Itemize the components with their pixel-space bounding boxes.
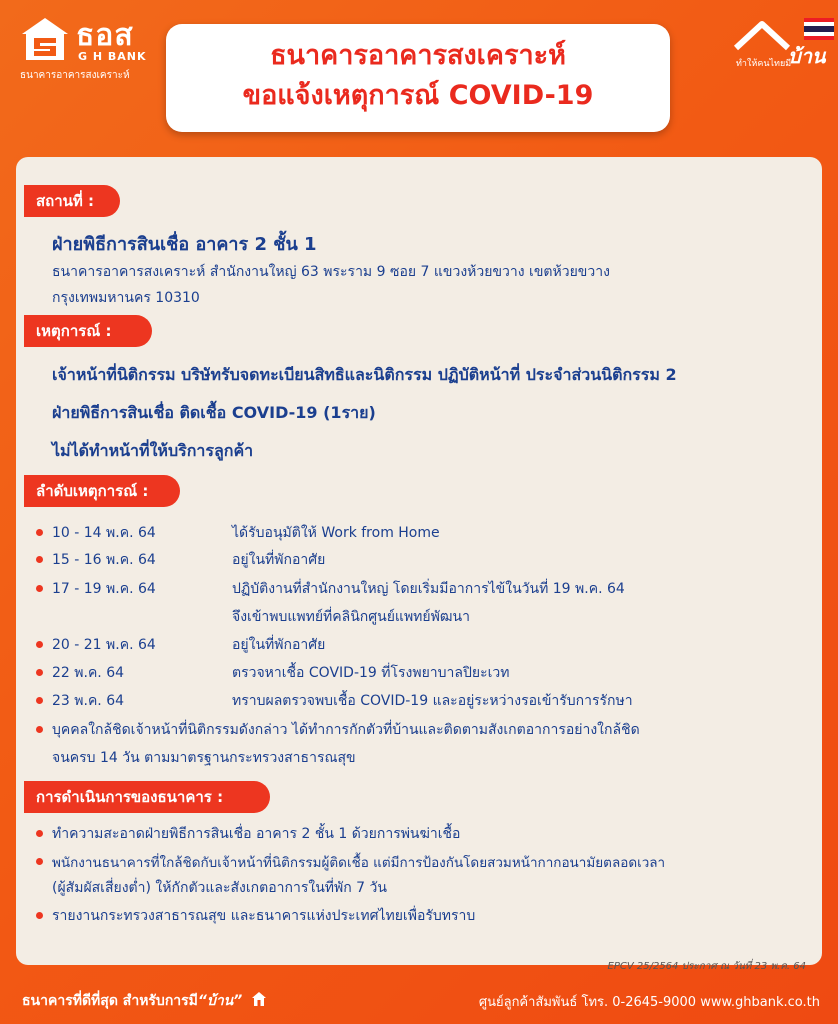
timeline-desc: อยู่ในที่พักอาศัย	[232, 552, 326, 568]
logo-name: ธอส	[76, 18, 134, 53]
bullet-icon	[36, 529, 43, 536]
bullet-icon	[36, 697, 43, 704]
timeline-date: 23 พ.ค. 64	[52, 693, 125, 709]
title-line-1: ธนาคารอาคารสงเคราะห์	[270, 40, 566, 71]
location-heading: ฝ่ายพิธีการสินเชื่อ อาคาร 2 ชั้น 1	[52, 234, 317, 255]
event-line-2: ฝ่ายพิธีการสินเชื่อ ติดเชื้อ COVID-19 (1ราย)	[52, 403, 376, 422]
timeline-date: 22 พ.ค. 64	[52, 665, 125, 681]
timeline-desc: อยู่ในที่พักอาศัย	[232, 637, 326, 653]
footer-slogan-prefix: ธนาคารที่ดีที่สุด สำหรับการมี	[22, 993, 198, 1009]
actions-tag: การดำเนินการของธนาคาร :	[24, 781, 270, 813]
timeline-date: 15 - 16 พ.ค. 64	[52, 552, 156, 568]
footer-contact[interactable]: ศูนย์ลูกค้าสัมพันธ์ โทร. 0-2645-9000 www.ghbank.co.th	[478, 995, 820, 1010]
announcement-title-box	[166, 24, 670, 132]
location-address-line-2: กรุงเทพมหานคร 10310	[52, 290, 200, 306]
timeline-note-line-1: บุคคลใกล้ชิดเจ้าหน้าที่นิติกรรมดังกล่าว ได้ทำการกักตัวที่บ้านและติดตามสังเกตอาการอย่างใกล้ชิด	[52, 722, 640, 738]
bullet-icon	[36, 641, 43, 648]
timeline-tag: ลำดับเหตุการณ์ :	[24, 475, 180, 507]
action-item-text: พนักงานธนาคารที่ใกล้ชิดกับเจ้าหน้าที่นิติกรรมผู้ติดเชื้อ แต่มีการป้องกันโดยสวมหน้ากากอนามัยตลอดเวลา	[52, 855, 666, 871]
timeline-desc: ปฏิบัติงานที่สำนักงานใหญ่ โดยเริ่มมีอาการไข้ในวันที่ 19 พ.ค. 64	[232, 581, 625, 597]
timeline-date: 20 - 21 พ.ค. 64	[52, 637, 156, 653]
action-item-text: รายงานกระทรวงสาธารณสุข และธนาคารแห่งประเทศไทยเพื่อรับทราบ	[52, 908, 476, 924]
bullet-icon	[36, 669, 43, 676]
ghbank-logo	[18, 14, 168, 84]
bullet-icon	[36, 585, 43, 592]
timeline-note-line-2: จนครบ 14 วัน ตามมาตรฐานกระทรวงสาธารณสุข	[52, 750, 356, 766]
ghbank-house-logo-icon	[20, 16, 70, 62]
timeline-desc: ได้รับอนุมัติให้ Work from Home	[232, 525, 440, 541]
timeline-date: 10 - 14 พ.ค. 64	[52, 525, 156, 541]
timeline-desc: ตรวจหาเชื้อ COVID-19 ที่โรงพยาบาลปิยะเวท	[232, 665, 510, 681]
campaign-word: บ้าน	[788, 44, 826, 68]
event-line-1: เจ้าหน้าที่นิติกรรม บริษัทรับจดทะเบียนสิทธิและนิติกรรม ปฏิบัติหน้าที่ ประจำส่วนนิติกรรม 2	[52, 365, 677, 384]
timeline-date: 17 - 19 พ.ค. 64	[52, 581, 156, 597]
bullet-icon	[36, 556, 43, 563]
announcement-notice: EPCV 25/2564 ประกาศ ณ วันที่ 23 พ.ค. 64	[607, 961, 806, 972]
bullet-icon	[36, 726, 43, 733]
footer-slogan	[22, 990, 267, 1012]
action-item-text-line-2: (ผู้สัมผัสเสี่ยงต่ำ) ให้กักตัวและสังเกตอาการในที่พัก 7 วัน	[52, 880, 387, 896]
logo-english-name: G H BANK	[78, 50, 147, 63]
footer-slogan-word: “บ้าน”	[197, 993, 243, 1009]
location-address-line-1: ธนาคารอาคารสงเคราะห์ สำนักงานใหญ่ 63 พระราม 9 ซอย 7 แขวงห้วยขวาง เขตห้วยขวาง	[52, 264, 610, 280]
timeline-desc-line-2: จึงเข้าพบแพทย์ที่คลินิกศูนย์แพทย์พัฒนา	[232, 609, 470, 625]
campaign-text: ทำให้คนไทยมี	[736, 59, 792, 69]
campaign-logo	[712, 4, 832, 74]
title-line-2: ขอแจ้งเหตุการณ์ COVID-19	[242, 80, 594, 111]
content-panel	[16, 157, 822, 972]
bullet-icon	[36, 830, 43, 837]
logo-subtitle: ธนาคารอาคารสงเคราะห์	[20, 70, 130, 81]
action-item-text: ทำความสะอาดฝ่ายพิธีการสินเชื่อ อาคาร 2 ชั้น 1 ด้วยการพ่นฆ่าเชื้อ	[52, 826, 461, 842]
home-icon	[251, 991, 267, 1007]
bullet-icon	[36, 912, 43, 919]
event-tag: เหตุการณ์ :	[24, 315, 152, 347]
roof-icon	[732, 18, 792, 54]
bullet-icon	[36, 858, 43, 865]
location-tag: สถานที่ :	[24, 185, 120, 217]
timeline-desc: ทราบผลตรวจพบเชื้อ COVID-19 และอยู่ระหว่างรอเข้ารับการรักษา	[232, 693, 633, 709]
event-line-3: ไม่ได้ทำหน้าที่ให้บริการลูกค้า	[52, 441, 254, 460]
footer	[0, 976, 838, 1024]
